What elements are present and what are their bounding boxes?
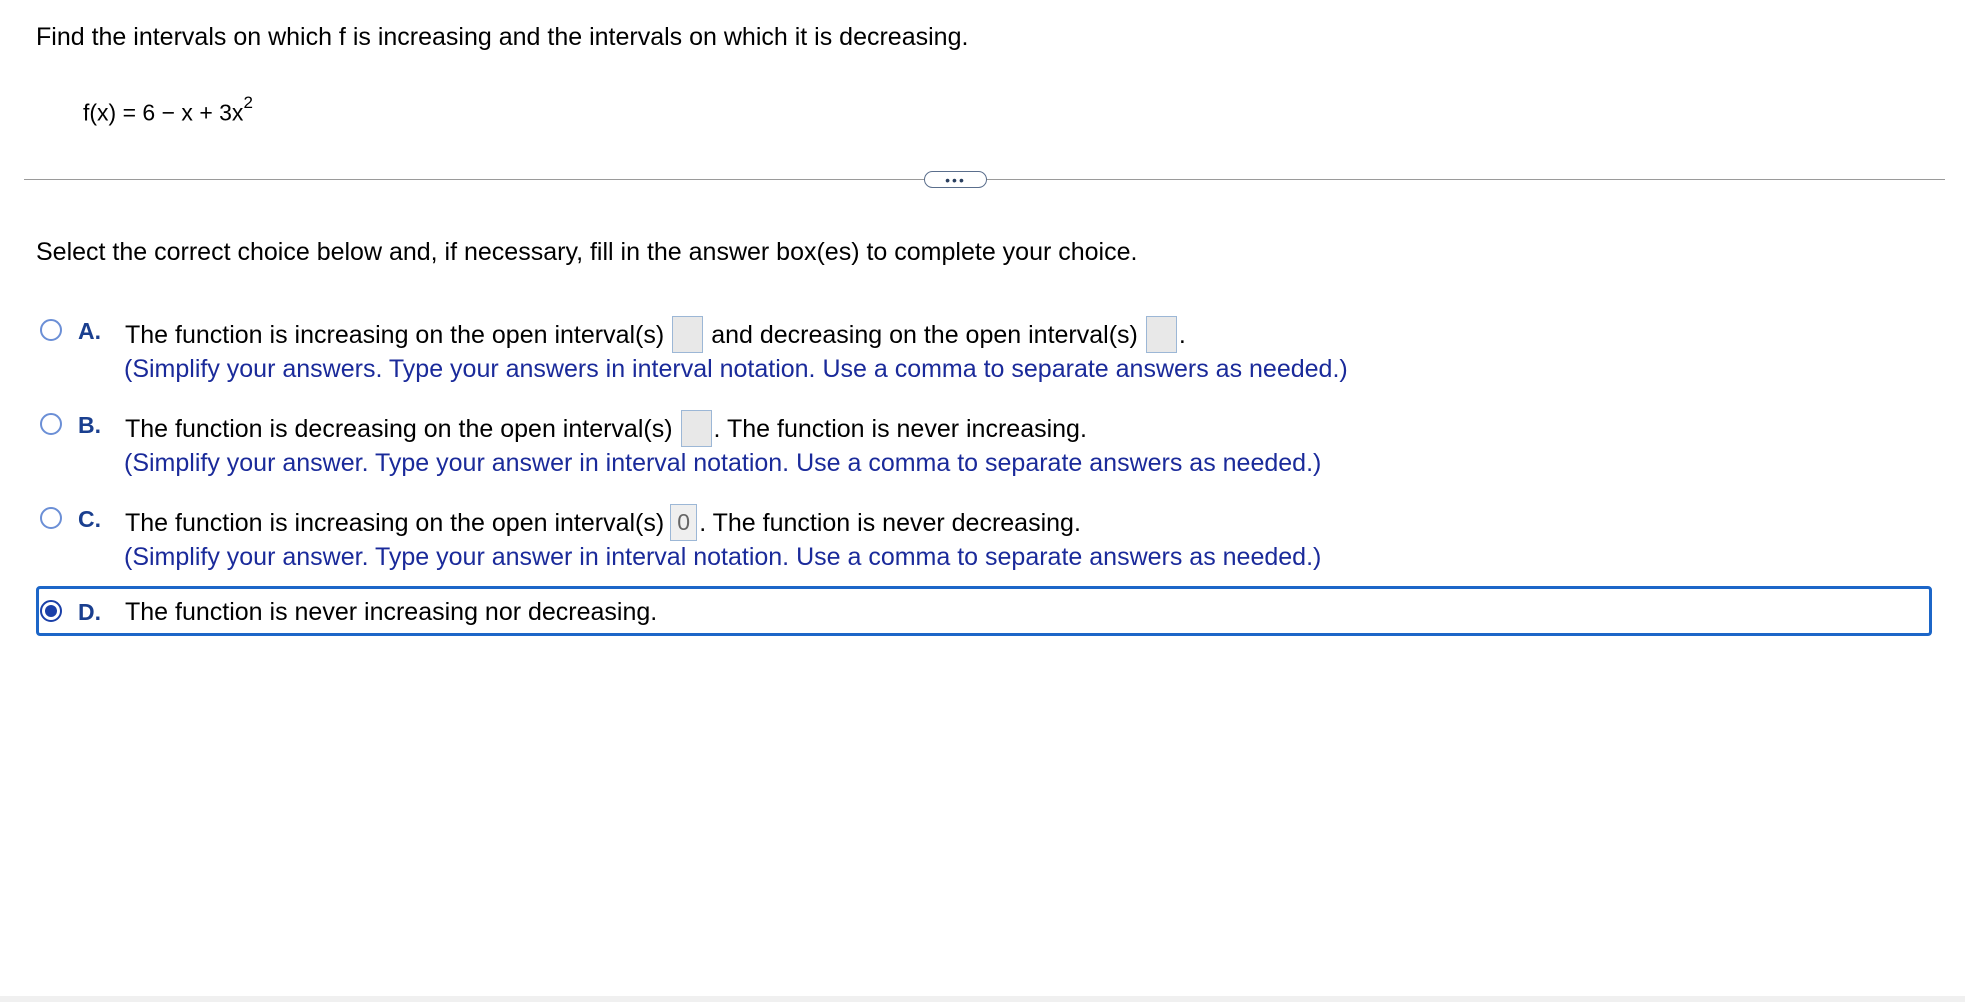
instruction-text: Select the correct choice below and, if necessary, fill in the answer box(es) to complete your choice. [36, 238, 1138, 266]
choice-c-text-part2: . The function is never decreasing. [699, 508, 1081, 537]
choice-a-statement [125, 316, 1186, 353]
choice-c-letter: C. [78, 506, 101, 532]
choice-b-text-part2: . The function is never increasing. [713, 414, 1087, 443]
choice-d-radio-selected[interactable] [40, 600, 62, 622]
choice-a-hint: (Simplify your answers. Type your answers in interval notation. Use a comma to separate answers as needed.) [124, 355, 1348, 383]
footer-band [0, 996, 1965, 1002]
formula-expression: f(x) = 6 − x + 3x [83, 99, 244, 126]
choice-c-radio[interactable] [40, 507, 62, 529]
choice-d-statement: The function is never increasing nor decreasing. [125, 598, 658, 626]
choice-c-statement [125, 504, 1081, 541]
choice-b-statement [125, 410, 1087, 447]
choice-b-radio[interactable] [40, 413, 62, 435]
choice-a-radio[interactable] [40, 319, 62, 341]
function-formula [83, 92, 253, 128]
question-text: Find the intervals on which f is increasing and the intervals on which it is decreasing. [36, 23, 969, 51]
choice-b-decreasing-answer-box[interactable] [681, 410, 712, 447]
choice-a-text-part3: . [1178, 320, 1186, 349]
choice-b-text-part1: The function is decreasing on the open interval(s) [125, 414, 673, 443]
choice-a-decreasing-answer-box[interactable] [1146, 316, 1177, 353]
formula-exponent: 2 [243, 93, 253, 112]
choice-c-text-part1: The function is increasing on the open interval(s) [125, 508, 665, 537]
choice-a-text-part1: The function is increasing on the open interval(s) [125, 320, 665, 349]
choice-a-text-part2: and decreasing on the open interval(s) [711, 320, 1138, 349]
choice-a-letter: A. [78, 318, 101, 344]
choice-c-increasing-answer-box[interactable]: 0 [670, 504, 697, 541]
choice-a-increasing-answer-box[interactable] [672, 316, 703, 353]
expand-more-button[interactable]: ••• [924, 171, 987, 188]
choice-b-letter: B. [78, 412, 101, 438]
choice-c-hint: (Simplify your answer. Type your answer in interval notation. Use a comma to separate answers as needed.) [124, 543, 1322, 571]
choice-d-letter: D. [78, 599, 101, 625]
choice-b-hint: (Simplify your answer. Type your answer in interval notation. Use a comma to separate answers as needed.) [124, 449, 1322, 477]
